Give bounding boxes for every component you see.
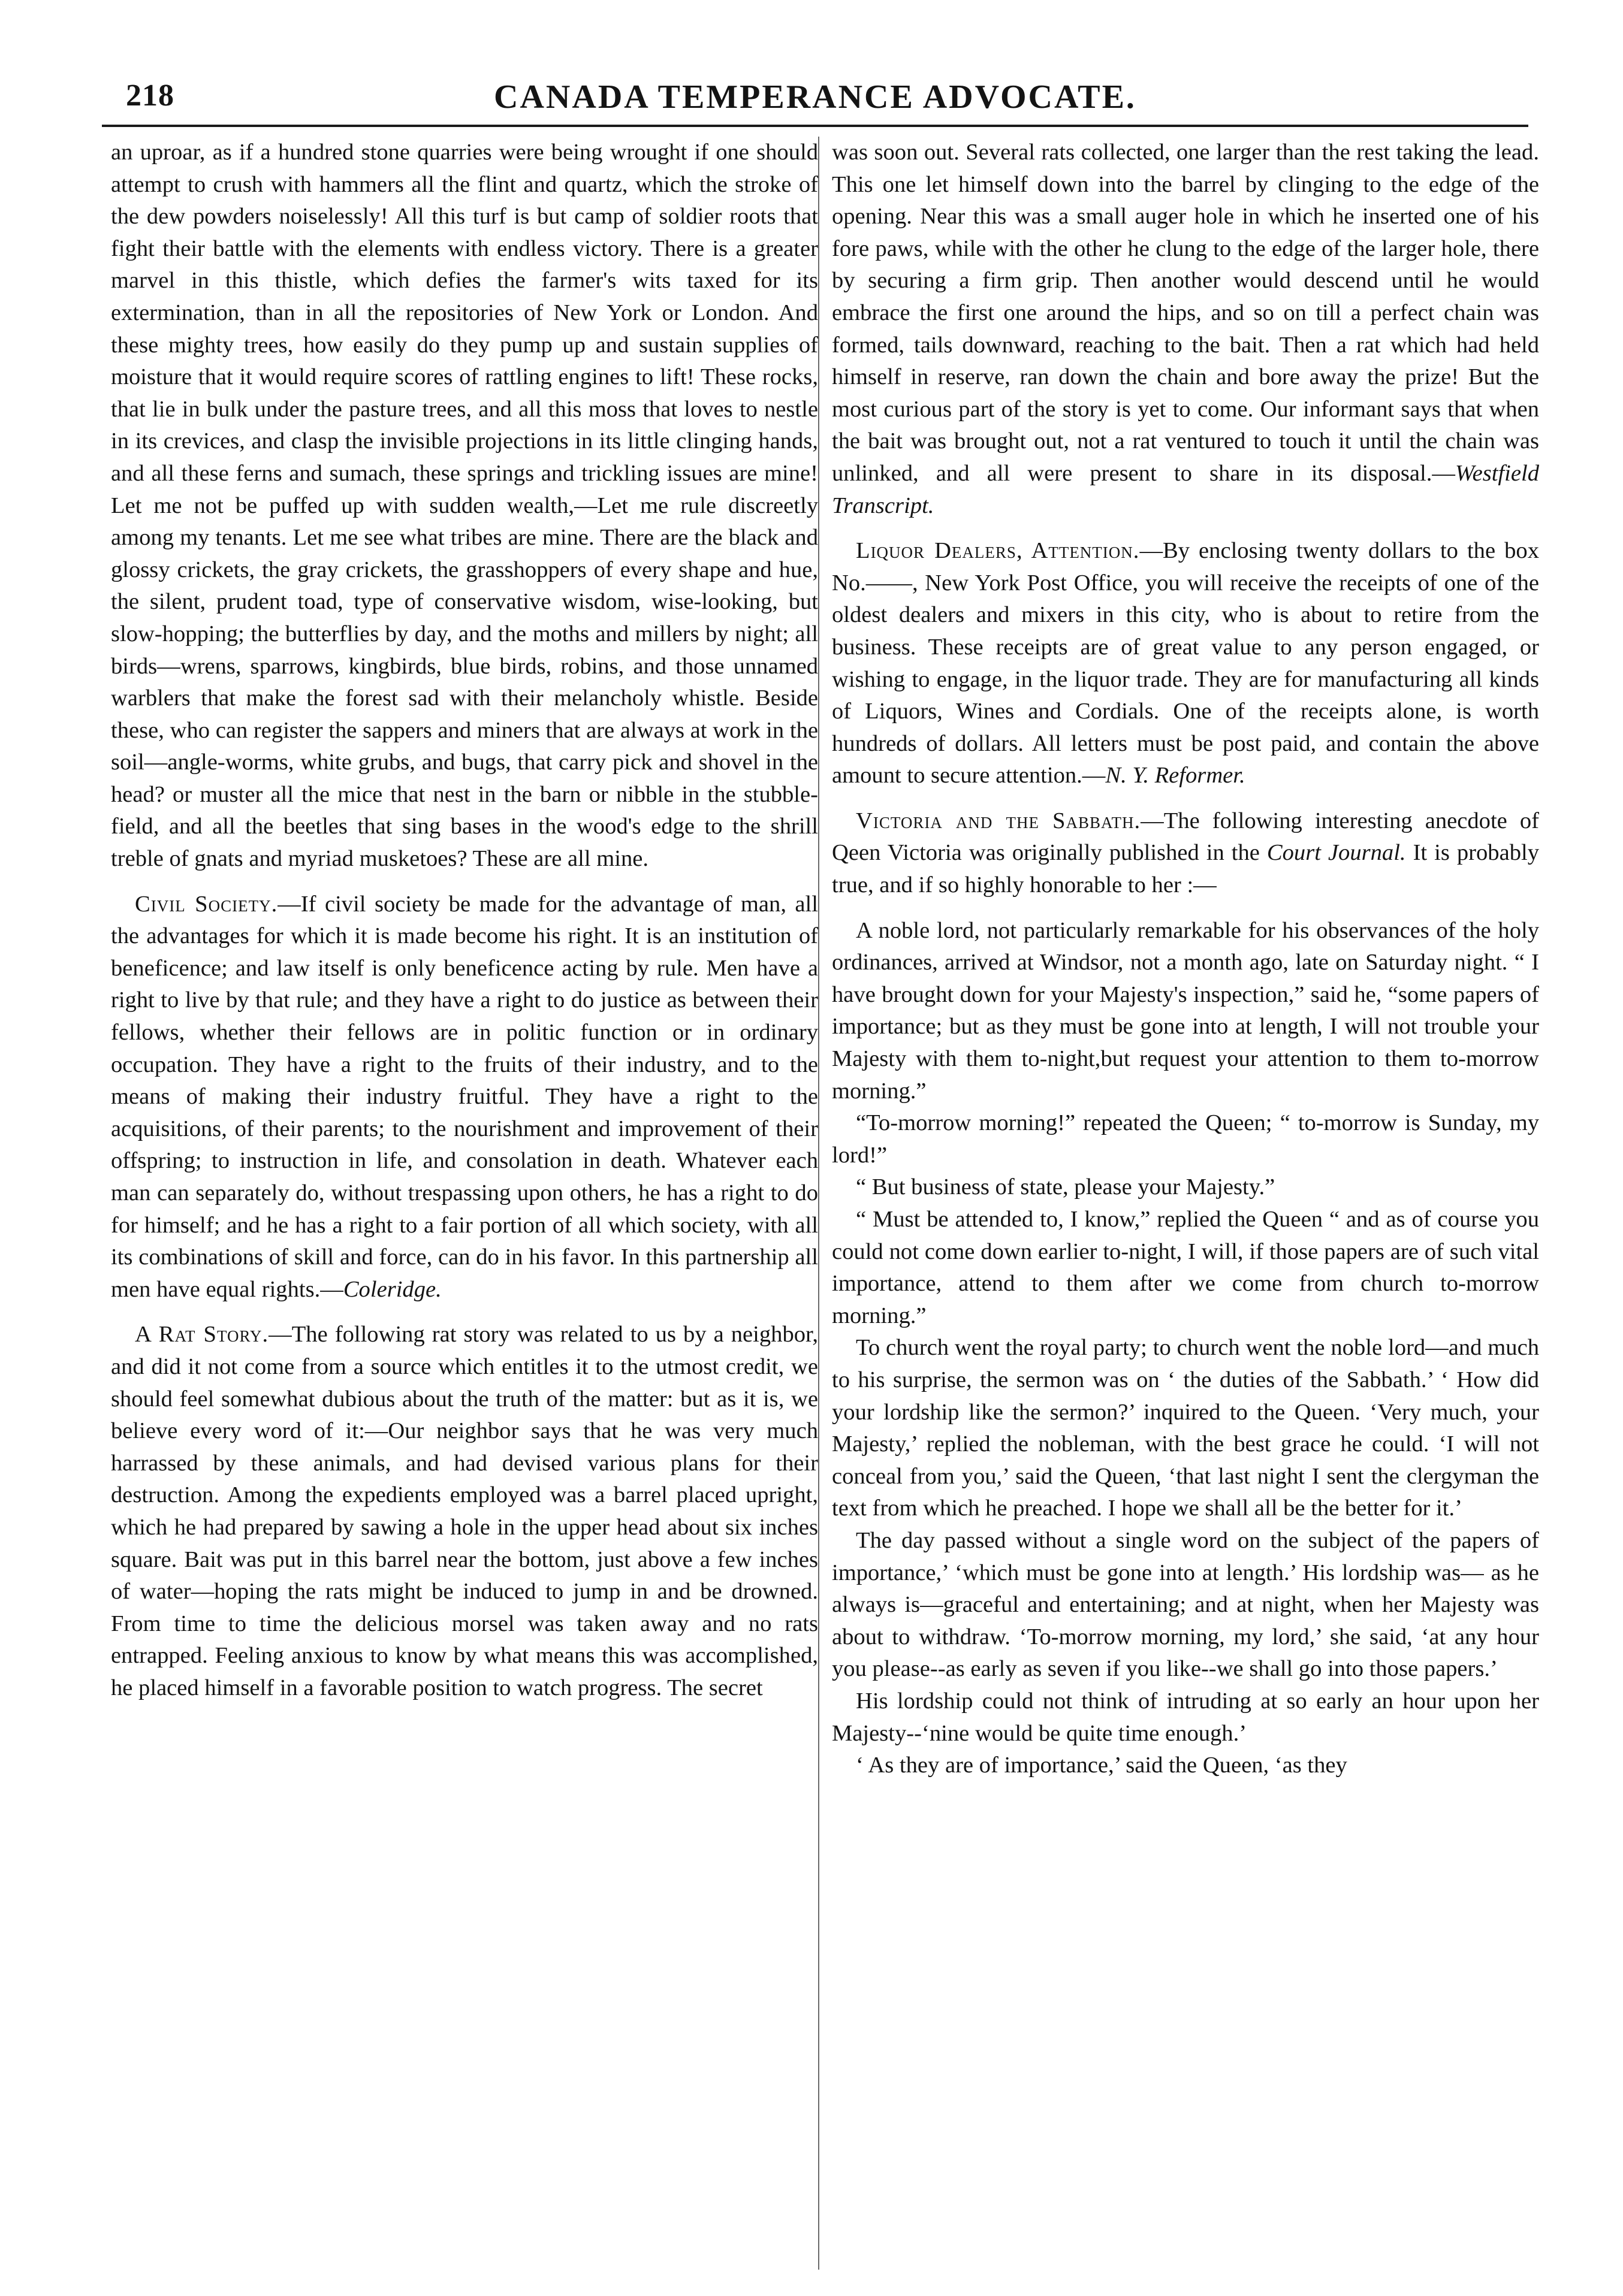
dialogue-line: “To-morrow morning!” repeated the Queen; “ to-morrow is Sunday, my lord!” <box>832 1110 1539 1168</box>
article-heading: Victoria and the Sabbath. <box>856 808 1141 833</box>
article-heading: A Rat Story. <box>135 1322 269 1348</box>
left-column <box>111 137 818 2270</box>
right-column <box>832 137 1539 2270</box>
article-civil-society <box>111 889 818 1306</box>
dialogue-line: “ But business of state, please your Majesty.” <box>856 1174 1275 1200</box>
paragraph-church: To church went the royal party; to church went the noble lord—and much to his surprise, the sermon was on ‘ the duties of the Sabbath.’ ‘ How did your lordship like the sermon?’ inquired to the Queen. ‘Very much, your Majesty,’ replied the nobleman, with the best grace he could. ‘I will not conceal from you,’ said the Queen, ‘that last night I sent the clergyman the text from which he preached. I hope we shall all be the better for it.’ <box>832 1335 1539 1521</box>
article-source: Westfield Transcript. <box>832 460 1539 518</box>
article-victoria-sabbath <box>832 805 1539 902</box>
header-rule <box>102 125 1528 127</box>
article-source: Coleridge. <box>343 1276 442 1302</box>
article-source: N. Y. Reformer. <box>1105 763 1245 789</box>
article-body: —If civil society be made for the advantage of man, all the advantages for which it is made become his right. It is an institution of beneficence; and law itself is only beneficence acting by rule. Men have a right to live by that rule; and they have a right to do justice as between their fellows, whether their fellows are in politic function or in ordinary occupation. They have a right to the fruits of their industry, and to the means of making their industry fruitful. They have a right to the acquisitions, of their parents; to the nourishment and improvement of their offspring; to instruction in life, and consolation in death. Whatever each man can separately do, without trespassing upon others, he has a right to do for himself; and he has a right to a fair portion of all which society, with all its combinations of skill and force, can do in his favor. In this partnership all men have equal rights.— <box>111 891 818 1302</box>
paragraph-day-passed: The day passed without a single word on the subject of the papers of importance,’ ‘which must be gone into at length.’ His lordship was— as he always is—graceful and entertaining; and at night, when her Majesty was about to withdraw. ‘To-morrow morning, my lord,’ she said, ‘at any hour you please--as early as seven if you like--we shall go into those papers.’ <box>832 1527 1539 1682</box>
article-rat-story <box>111 1319 818 1704</box>
page-header <box>102 71 1528 125</box>
article-heading: Civil Society. <box>135 891 278 917</box>
article-body: —By enclosing twenty dollars to the box No.——, New York Post Office, you will receive the receipts of one of the oldest dealers and mixers in this city, who is about to retire from the business. These receipts are of great value to any person engaged, or wishing to engage, in the liquor trade. They are for manufacturing all kinds of Liquors, Wines and Cordials. One of the receipts alone, is worth hundreds of dollars. All letters must be post paid, and contain the above amount to secure attention.— <box>832 538 1539 789</box>
paragraph-noble-lord: A noble lord, not particularly remarkable for his observances of the holy ordinances, arrived at Windsor, not a month ago, late on Saturday night. “ I have brought down for your Majesty's inspection,” said he, “some papers of importance; but as they must be gone into at length, I will not trouble your Majesty with them to-night,but request your attention to them to-morrow morning.” <box>832 917 1539 1104</box>
page-number: 218 <box>126 78 174 113</box>
article-liquor-dealers <box>832 535 1539 792</box>
article-heading: Liquor Dealers, Attention. <box>856 538 1140 564</box>
running-title: CANADA TEMPERANCE ADVOCATE. <box>494 78 1136 116</box>
paragraph-nature: an uproar, as if a hundred stone quarries were being wrought if one should attempt to crush with hammers all the flint and quartz, which the stroke of the dew powders noiselessly! All this turf is but camp of soldier roots that fight their battle with the elements with endless victory. There is a greater marvel in this thistle, which defies the farmer's wits taxed for its extermination, than in all the repositories of New York or London. And these mighty trees, how easily do they pump up and sustain supplies of moisture that it would require scores of rattling engines to lift! These rocks, that lie in bulk under the pasture trees, and all this moss that loves to nestle in its crevices, and clasp the invisible projections in its little clinging hands, and all these ferns and sumach, these springs and trickling issues are mine! Let me not be puffed up with sudden wealth,—Let me rule discreetly among my tenants. Let me see what tribes are mine. There are the black and glossy crickets, the gray crickets, the grasshoppers of every shape and hue, the silent, prudent toad, type of conservative wisdom, wise-looking, but slow-hopping; the butterflies by day, and the moths and millers by night; all birds—wrens, sparrows, kingbirds, blue birds, robins, and those unnamed warblers that make the forest sad with their melancholy whistle. Beside these, who can register the sappers and miners that are always at work in the soil—angle-worms, white grubs, and bugs, that carry pick and shovel in the head? or muster all the mice that nest in the barn or nibble in the stubble-field, and all the beetles that sing bases in the wood's edge to the shrill treble of gnats and myriad musketoes? These are all mine. <box>111 140 818 872</box>
article-body: was soon out. Several rats collected, one larger than the rest taking the lead. This one let himself down into the barrel by clinging to the edge of the opening. Near this was a small auger hole in which he inserted one of his fore paws, while with the other he clung to the edge of the larger hole, there by securing a firm grip. Then another would descend until he would embrace the first one around the hips, and so on till a perfect chain was formed, tails downward, reaching to the bait. Then a rat which had held himself in reserve, ran down the chain and bore away the prize! But the most curious part of the story is yet to come. Our informant says that when the bait was brought out, not a rat ventured to touch it until the chain was unlinked, and all were present to share in its disposal.— <box>832 140 1539 486</box>
article-rat-story-continued <box>832 137 1539 522</box>
dialogue-line: “ Must be attended to, I know,” replied the Queen “ and as of course you could not come down earlier to-night, I will, if those papers are of such vital importance, attend to them after we come from church to-morrow morning.” <box>832 1207 1539 1328</box>
article-body: —The following interesting anecdote of Qeen Victoria was originally published in the <box>832 808 1539 866</box>
paragraph-lordship: His lordship could not think of intruding at so early an hour upon her Majesty--‘nine would be quite time enough.’ <box>832 1688 1539 1746</box>
article-body: It is probably true, and if so highly honorable to her :— <box>832 840 1539 898</box>
article-body: —The following rat story was related to us by a neighbor, and did it not come from a source which entitles it to the utmost credit, we should feel somewhat dubious about the truth of the matter: but as it is, we believe every word of it:—Our neighbor says that he was very much harrassed by these animals, and had devised various plans for their destruction. Among the expedients employed was a barrel placed upright, which he had prepared by sawing a hole in the upper head about six inches square. Bait was put in this barrel near the bottom, just above a few inches of water—hoping the rats might be induced to jump in and be drowned. From time to time the delicious morsel was taken away and no rats entrapped. Feeling anxious to know by what means this was accomplished, he placed himself in a favorable position to watch progress. The secret <box>111 1322 818 1700</box>
journal-title: Court Journal. <box>1266 840 1406 866</box>
column-divider <box>818 137 819 2270</box>
paragraph-importance: ‘ As they are of importance,’ said the Queen, ‘as they <box>856 1753 1347 1778</box>
